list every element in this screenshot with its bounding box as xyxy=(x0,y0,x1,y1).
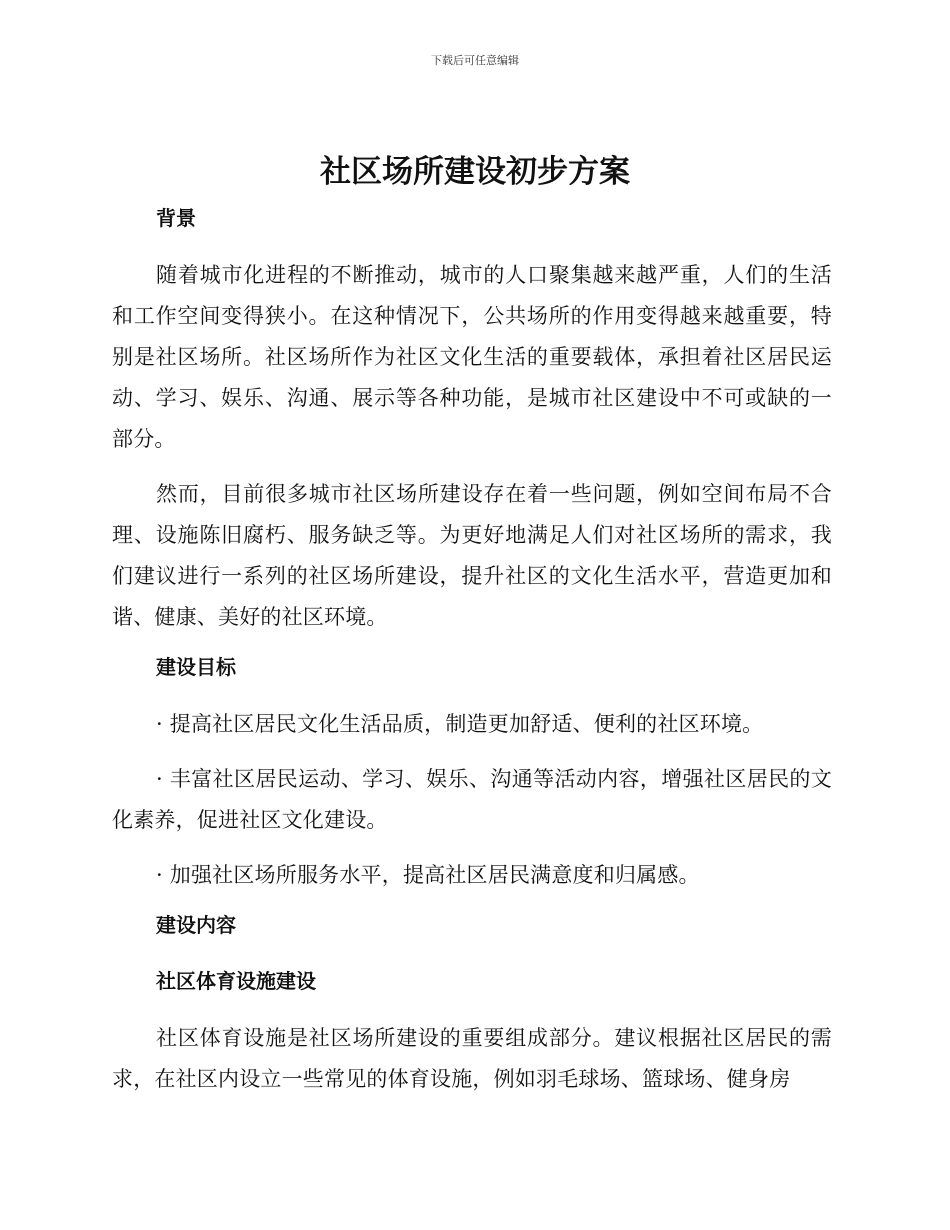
page-header-note: 下载后可任意编辑 xyxy=(431,54,519,67)
section-heading-goals: 建设目标 xyxy=(156,655,236,679)
sports-facilities-paragraph: 社区体育设施是社区场所建设的重要组成部分。建议根据社区居民的需求，在社区内设立一些常见的体育设施，例如羽毛球场、篮球场、健身房 xyxy=(112,1026,832,1091)
document-title: 社区场所建设初步方案 xyxy=(320,154,630,190)
goal-item-1: · 提高社区居民文化生活品质，制造更加舒适、便利的社区环境。 xyxy=(156,712,764,736)
document-body xyxy=(112,200,832,1100)
goal-item-2: · 丰富社区居民运动、学习、娱乐、沟通等活动内容，增强社区居民的文化素养，促进社区文化建设。 xyxy=(112,767,832,832)
background-paragraph-1: 随着城市化进程的不断推动，城市的人口聚集越来越严重，人们的生活和工作空间变得狭小。在这种情况下，公共场所的作用变得越来越重要，特别是社区场所。社区场所作为社区文化生活的重要载体，承担着社区居民运动、学习、娱乐、沟通、展示等各种功能，是城市社区建设中不可或缺的一部分。 xyxy=(112,263,832,451)
background-paragraph-2: 然而，目前很多城市社区场所建设存在着一些问题，例如空间布局不合理、设施陈旧腐朽、服务缺乏等。为更好地满足人们对社区场所的需求，我们建议进行一系列的社区场所建设，提升社区的文化生活水平，营造更加和谐、健康、美好的社区环境。 xyxy=(112,482,832,629)
goal-item-3: · 加强社区场所服务水平，提高社区居民满意度和归属感。 xyxy=(156,863,700,887)
section-heading-content: 建设内容 xyxy=(156,913,236,937)
section-heading-background: 背景 xyxy=(156,206,196,230)
subsection-heading-sports-facilities: 社区体育设施建设 xyxy=(156,969,316,993)
